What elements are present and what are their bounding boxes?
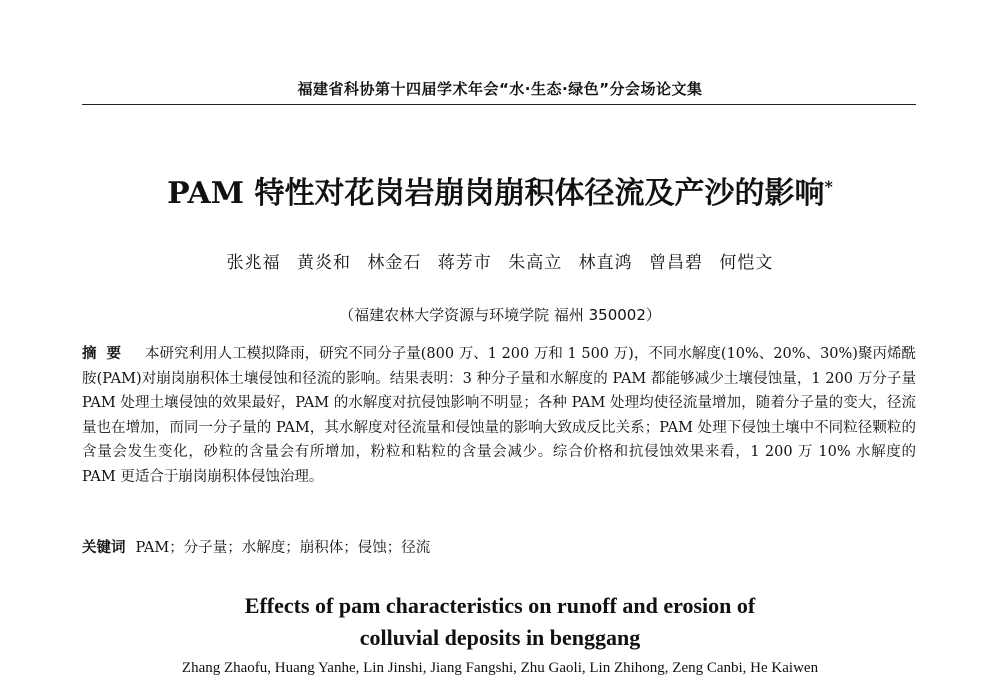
english-author-list: Zhang Zhaofu, Huang Yanhe, Lin Jinshi, Jiang Fangshi, Zhu Gaoli, Lin Zhihong, Zeng Canbi, He Kaiwen: [181, 660, 819, 676]
paper-title-text: PAM 特性对花岗岩崩岗崩积体径流及产沙的影响: [167, 176, 825, 211]
abstract-label: 摘要: [82, 346, 132, 362]
keywords-text: PAM；分子量；水解度；崩积体；侵蚀；径流: [135, 540, 431, 556]
author-list: 张兆福 黄炎和 林金石 蒋芳市 朱高立 林直鸿 曾昌碧 何恺文: [226, 253, 774, 273]
running-header: 福建省科协第十四届学术年会“水·生态·绿色”分会场论文集: [297, 80, 703, 98]
english-title-line-1: Effects of pam characteristics on runoff and erosion of: [244, 593, 756, 618]
english-title: [0, 590, 1000, 654]
english-title-line-2: colluvial deposits in benggang: [359, 625, 641, 650]
keywords: [82, 537, 916, 559]
keywords-label: 关键词: [82, 540, 126, 556]
paper-title: [0, 168, 1000, 212]
abstract-text: 本研究利用人工模拟降雨，研究不同分子量(800 万、1 200 万和 1 500 万)，不同水解度(10%、20%、30%)聚丙烯酰胺(PAM)对崩岗崩积体土壤侵蚀和径流的影响。结果表明：3 种分子量和水解度的 PAM 都能够减少土壤侵蚀量，1 200 万分子量 PAM 处理土壤侵蚀的效果最好，PAM 的水解度对抗侵蚀影响不明显；各种 PAM 处理均使径流量增加，随着分子量的变大，径流量也在增加，而同一分子量的 PAM，其水解度对径流量和侵蚀量的影响大致成反比关系；PAM 处理下侵蚀土壤中不同粒径颗粒的含量会发生变化，砂粒的含量会有所增加，粉粒和粘粒的含量会减少。综合价格和抗侵蚀效果来看，1 200 万 10% 水解度的 PAM 更适合于崩岗崩积体侵蚀治理。: [82, 346, 916, 485]
affiliation: （福建农林大学资源与环境学院 福州 350002）: [339, 306, 661, 324]
title-footnote-mark: *: [824, 177, 833, 196]
abstract: [82, 342, 916, 489]
header-rule: [82, 104, 916, 105]
